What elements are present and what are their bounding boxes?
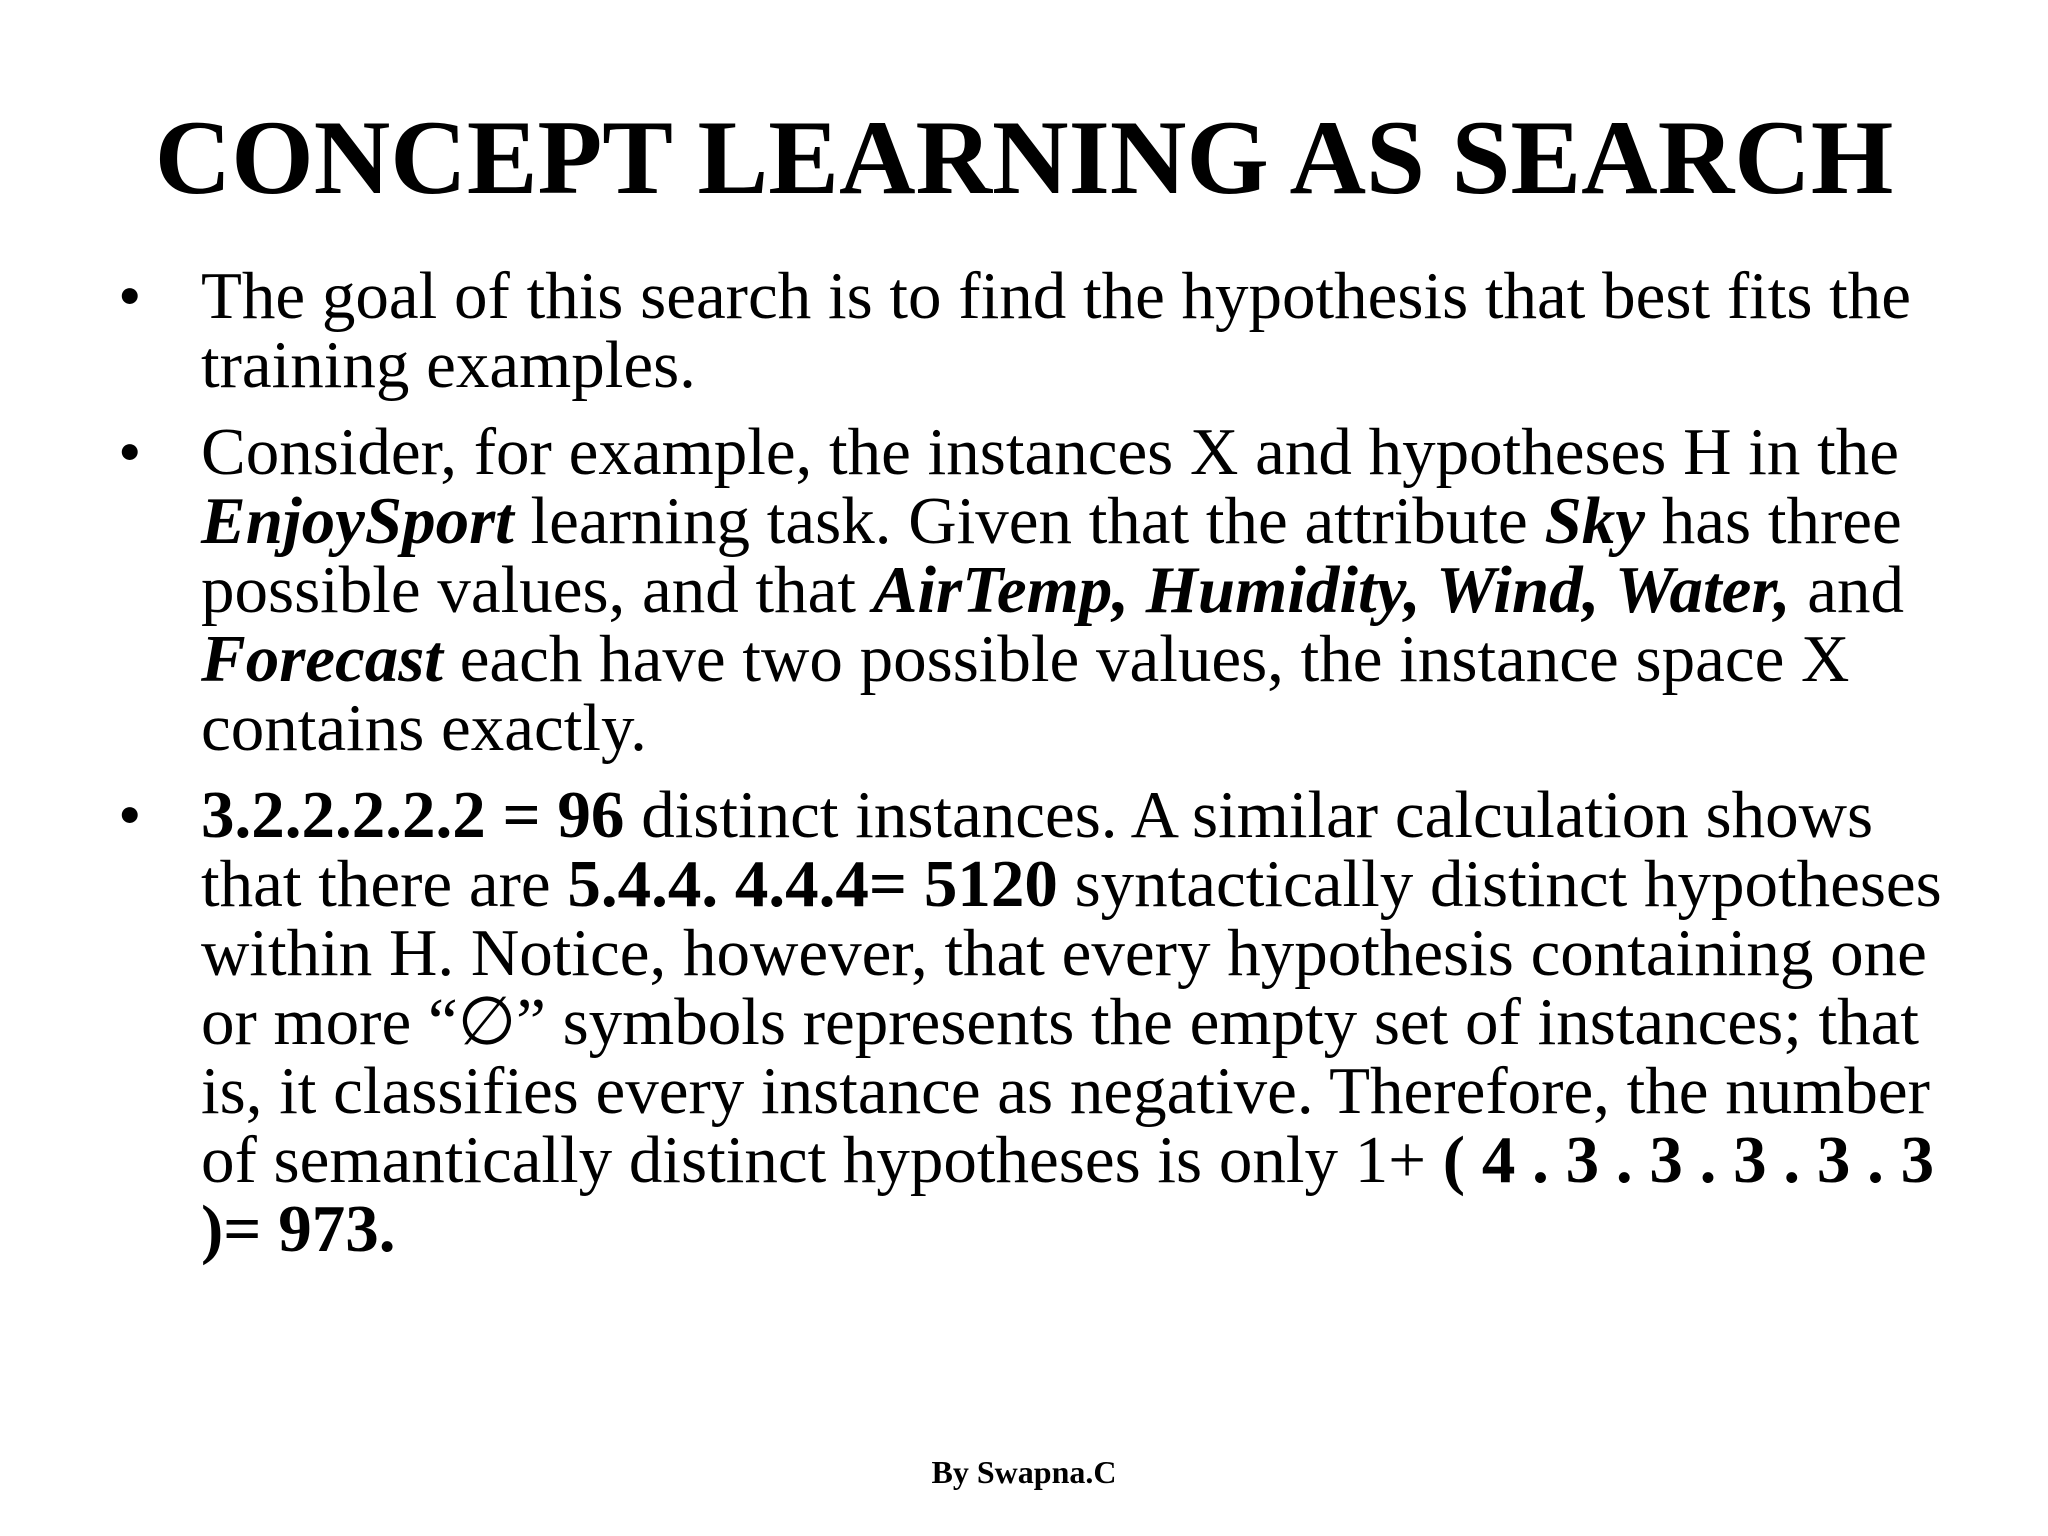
term-sky: Sky (1544, 484, 1646, 558)
term-attributes: AirTemp, Humidity, Wind, Water, (872, 553, 1791, 627)
calc-instances: 3.2.2.2.2.2 = 96 (201, 778, 625, 852)
text-segment: and (1790, 553, 1904, 627)
text-segment: Consider, for example, the instances X and hypotheses H in the (201, 415, 1899, 489)
bullet-goal-text: The goal of this search is to find the hypothesis that best fits the training examples. (201, 259, 1912, 402)
bullet-marker: • (118, 415, 142, 489)
term-enjoysport: EnjoySport (201, 484, 514, 558)
text-segment: each have two possible values, the instance space X contains exactly. (201, 622, 1850, 765)
bullet-list (118, 259, 1948, 1282)
calc-semantic: ( 4 . 3 . 3 . 3 . 3 . 3 )= 973. (201, 1123, 1935, 1266)
text-segment: syntactically distinct hypotheses within H. Notice, however, that every hypothesis containing one or more “∅” symbols represents the empty set of instances; that is, it classifies every instance as negative. Therefore, the number of semantically distinct hypotheses is only 1+ (201, 847, 1942, 1197)
slide-title: CONCEPT LEARNING AS SEARCH (154, 99, 1894, 216)
bullet-goal (118, 259, 1948, 402)
text-segment: has three possible values, and that (201, 484, 1902, 627)
bullet-marker: • (118, 259, 142, 333)
term-forecast: Forecast (201, 622, 443, 696)
calc-syntactic: 5.4.4. 4.4.4= 5120 (567, 847, 1058, 921)
text-segment: distinct instances. A similar calculation shows that there are (201, 778, 1874, 921)
slide-footer: By Swapna.C (931, 1454, 1117, 1490)
bullet-marker: • (118, 778, 142, 852)
bullet-enjoysport (118, 415, 1948, 765)
text-segment: learning task. Given that the attribute (513, 484, 1545, 558)
bullet-calculation (118, 778, 1948, 1266)
